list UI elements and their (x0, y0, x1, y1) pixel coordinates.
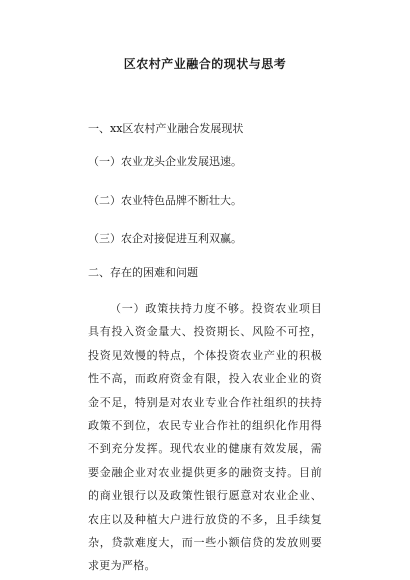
subsection-heading-3: （三）农企对接促进互利双赢。 (88, 232, 242, 245)
document-title: 区农村产业融合的现状与思考 (123, 57, 287, 71)
section-heading-2: 二、存在的困难和问题 (88, 266, 198, 279)
section-heading-1: 一、xx区农村产业融合发展现状 (88, 122, 244, 135)
subsection-heading-2: （二）农业特色品牌不断壮大。 (88, 194, 242, 207)
subsection-heading-1: （一）农业龙头企业发展迅速。 (88, 155, 242, 168)
body-paragraph: （一）政策扶持力度不够。投资农业项目具有投入资金量大、投资期长、风险不可控，投资见效慢的特点，个体投资农业产业的积极性不高，而政府资金有限，投入农业企业的资金不足，特别是对农业专业合作社组织的扶持政策不到位，农民专业合作社的组织化作用得不到充分发挥。现代农业的健康有效发展，需要金融企业对农业提供更多的融资支持。目前的商业银行以及政策性银行愿意对农业企业、农庄以及种植大户进行放贷的不多，且手续复杂，贷款难度大，而一些小额信贷的发放则要求更为严格。 (88, 302, 322, 573)
